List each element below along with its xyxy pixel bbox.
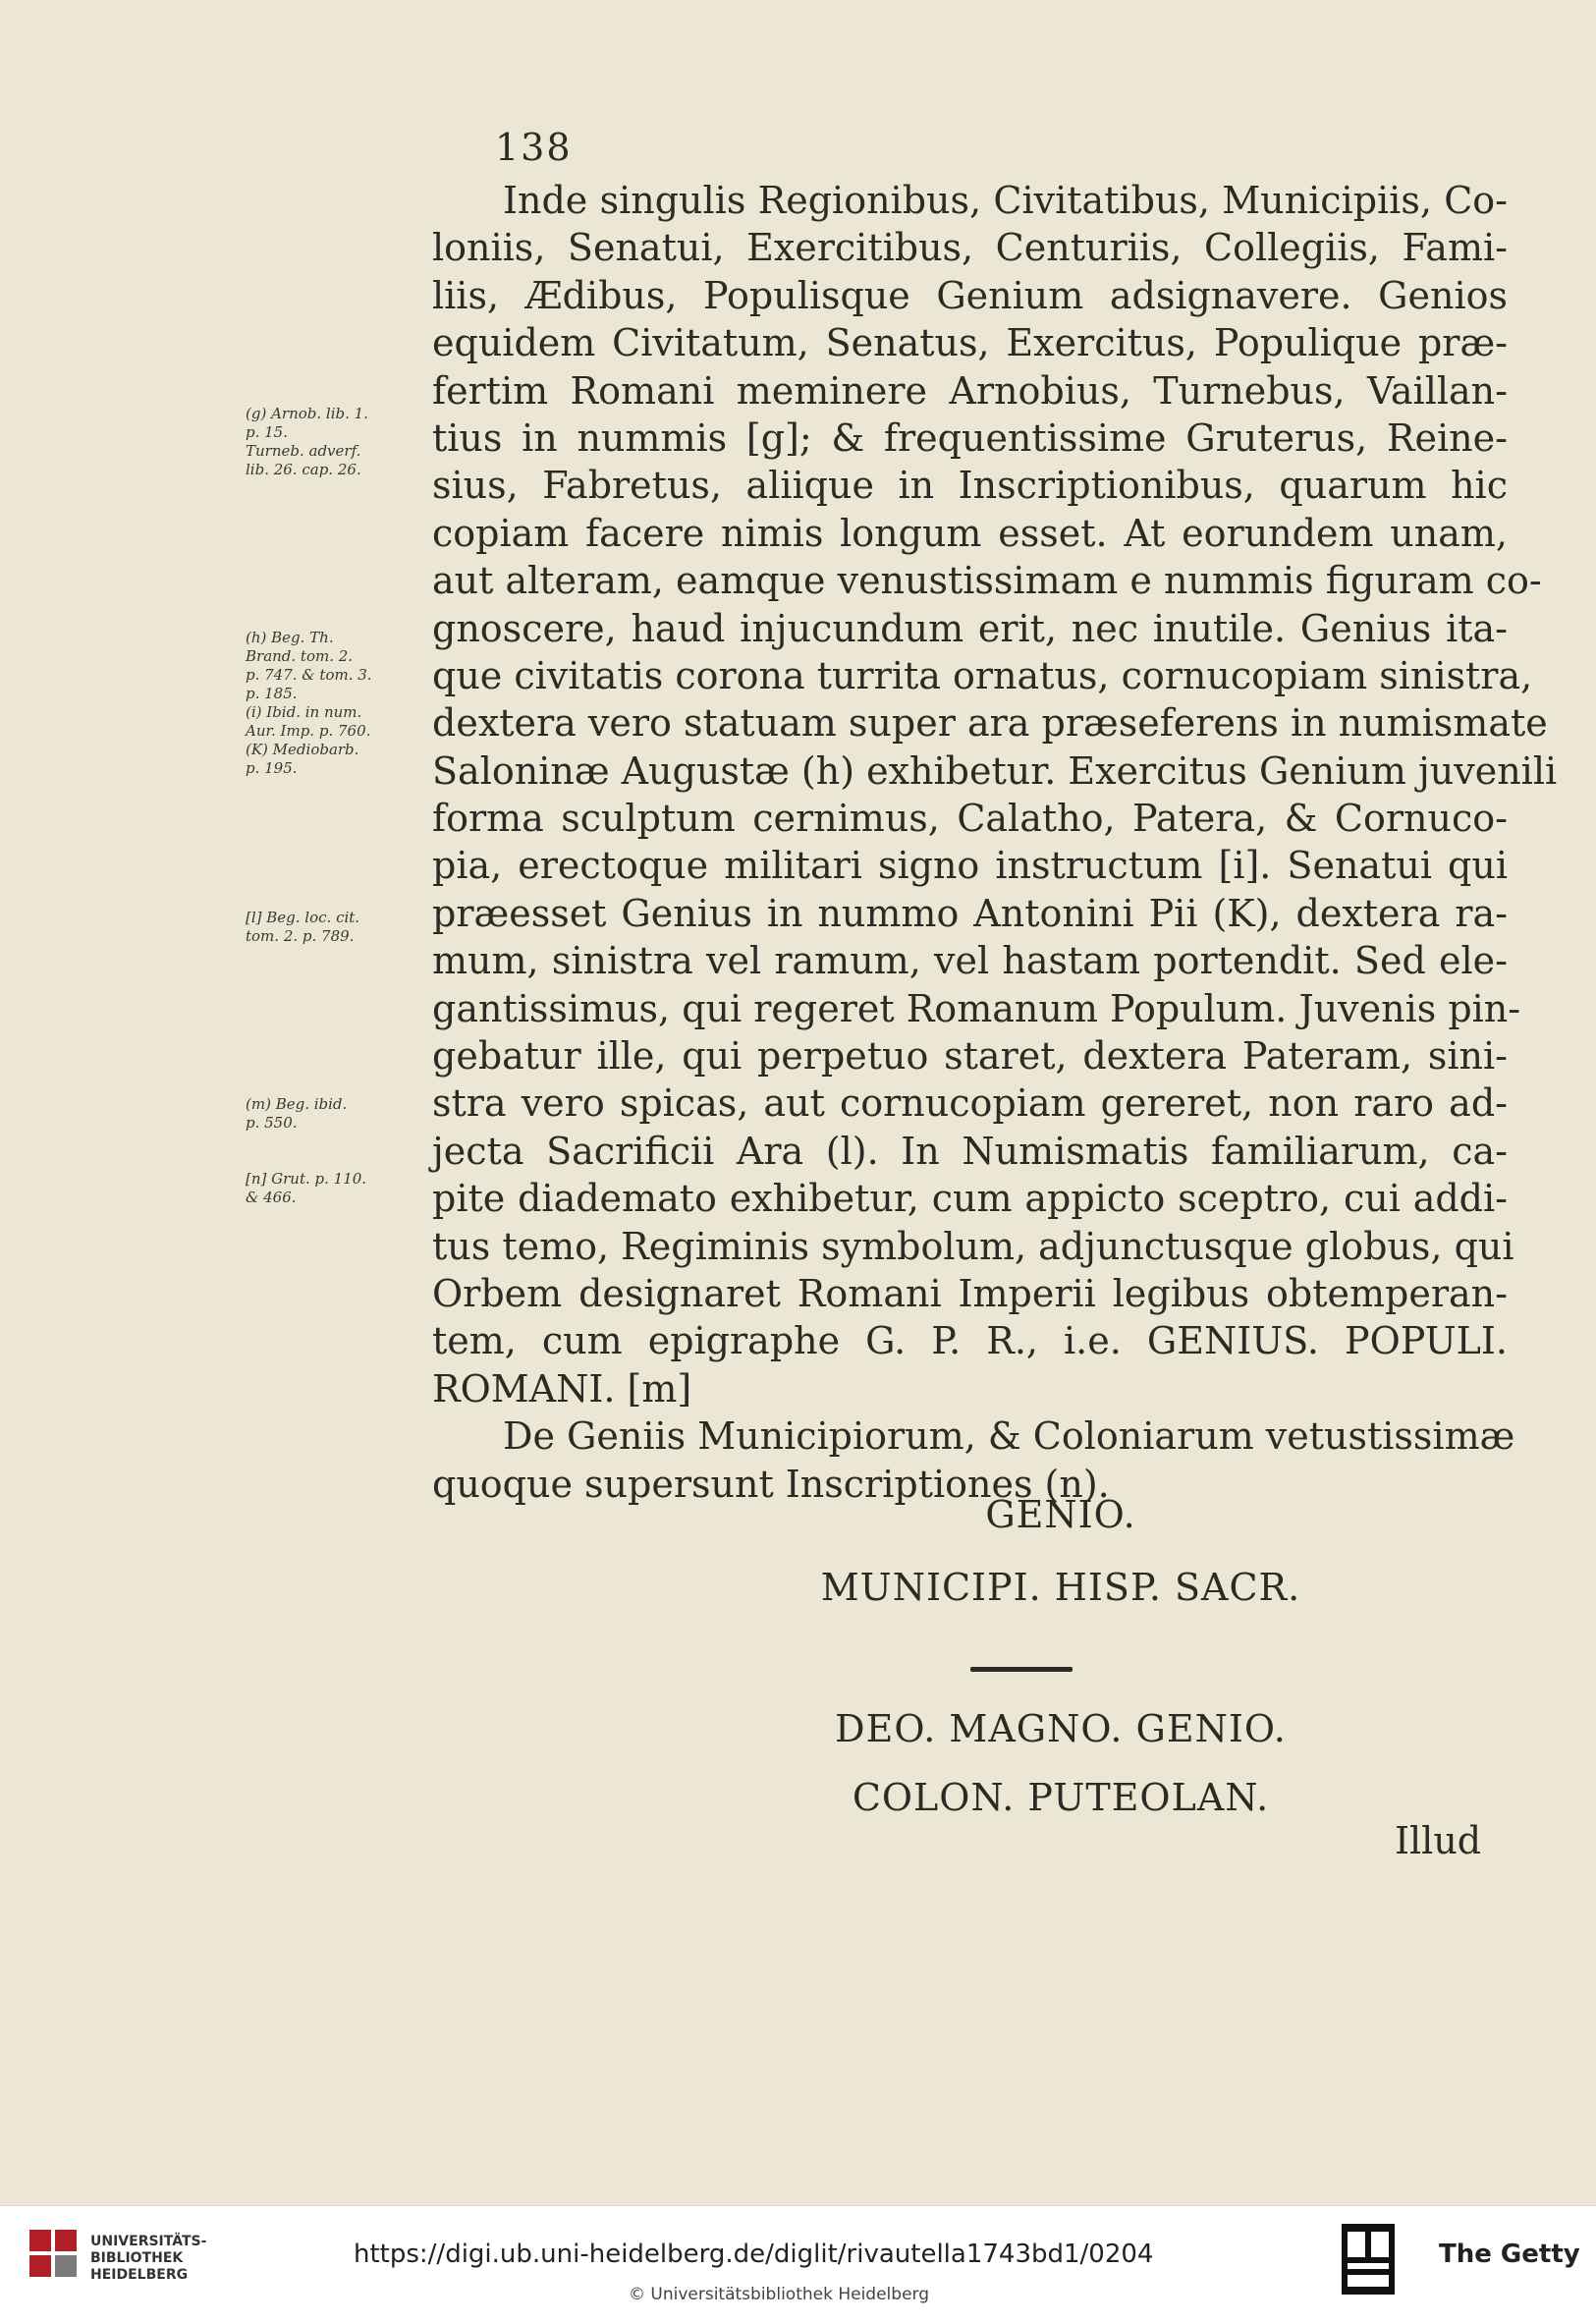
text-line: sius, Fabretus, aliique in Inscriptionibus, quarum hic [432, 464, 1508, 508]
margin-note-line [246, 834, 432, 853]
text-line: ROMANI. [m] [432, 1366, 692, 1411]
text-line: dextera vero statuam super ara præseferens in numismate [432, 701, 1548, 746]
margin-note-line [246, 983, 432, 1002]
margin-note-line [246, 591, 432, 610]
margin-note-line: lib. 26. cap. 26. [246, 461, 361, 478]
margin-note-line [246, 573, 432, 591]
text-line: forma sculptum cernimus, Calatho, Patera, & Cornuco- [432, 797, 1508, 841]
university-library-name [90, 2234, 206, 2284]
getty-logo-icon [1342, 2224, 1395, 2295]
margin-notes [246, 405, 432, 1207]
getty-name: The Getty [1439, 2240, 1580, 2269]
text-line: tius in nummis [g]; & frequentissime Gruterus, Reine- [432, 415, 1508, 460]
text-line: stra vero spicas, aut cornucopiam gereret, non raro ad- [432, 1081, 1508, 1126]
margin-note-line: [l] Beg. loc. cit. [246, 909, 360, 926]
margin-note-line: (g) Arnob. lib. 1. [246, 405, 368, 422]
margin-note-line [246, 479, 432, 498]
catchword: Illud [1395, 1819, 1482, 1862]
text-line: quoque supersunt Inscriptiones (n). [432, 1462, 1110, 1506]
margin-note-line: p. 185. [246, 685, 298, 702]
library-name-line: HEIDELBERG [90, 2267, 189, 2283]
text-line: mum, sinistra vel ramum, vel hastam portendit. Sed ele- [432, 939, 1508, 983]
margin-note-line [246, 871, 432, 890]
margin-note-line [246, 517, 432, 535]
text-line: Inde singulis Regionibus, Civitatibus, Municipiis, Co- [503, 179, 1508, 222]
library-name-line: BIBLIOTHEK [90, 2250, 184, 2266]
page-number: 138 [495, 126, 573, 169]
text-line: Orbem designaret Romani Imperii legibus obtemperan- [432, 1271, 1508, 1315]
margin-note-line: p. 15. [246, 423, 288, 441]
inscription-line: DEO. MAGNO. GENIO. [835, 1707, 1287, 1750]
margin-note-line [246, 965, 432, 983]
copyright-notice: © Universitätsbibliothek Heidelberg [629, 2285, 930, 2304]
margin-note-line: (m) Beg. ibid. [246, 1095, 348, 1113]
margin-note-line [246, 853, 432, 871]
text-line: equidem Civitatum, Senatus, Exercitus, Populique præ- [432, 321, 1508, 365]
inscription-line: COLON. PUTEOLAN. [852, 1776, 1270, 1819]
text-line: præesset Genius in nummo Antonini Pii (K), dextera ra- [432, 891, 1508, 935]
text-line: tem, cum epigraphe G. P. R., i.e. GENIUS. POPULI. [432, 1319, 1508, 1363]
text-line: copiam facere nimis longum esset. At eorundem unam, [432, 511, 1508, 555]
university-library-logo-icon [28, 2228, 79, 2279]
body-text [432, 177, 1558, 1508]
margin-note-line: tom. 2. p. 789. [246, 927, 355, 945]
margin-note-line: Aur. Imp. p. 760. [246, 722, 371, 740]
margin-note-line [246, 610, 432, 629]
margin-note-line: p. 747. & tom. 3. [246, 666, 372, 684]
text-line: que civitatis corona turrita ornatus, cornucopiam sinistra, [432, 653, 1533, 697]
text-line: loniis, Senatui, Exercitibus, Centuriis, Collegiis, Fami- [432, 226, 1508, 270]
margin-note-line [246, 1021, 432, 1039]
margin-note-line: (h) Beg. Th. [246, 629, 334, 646]
margin-note-line: (K) Mediobarb. [246, 741, 359, 758]
text-line: fertim Romani meminere Arnobius, Turnebus, Vaillan- [432, 368, 1508, 413]
margin-note-line: p. 195. [246, 759, 298, 777]
margin-note-line [246, 1039, 432, 1058]
margin-note-line [246, 1002, 432, 1021]
inscription-line: GENIO. [985, 1493, 1136, 1536]
margin-note-line: & 466. [246, 1189, 297, 1206]
text-line: tus temo, Regiminis symbolum, adjunctusque globus, qui [432, 1224, 1514, 1268]
margin-note-line: (i) Ibid. in num. [246, 703, 362, 721]
text-line: gantissimus, qui regeret Romanum Populum. Juvenis pin- [432, 986, 1521, 1030]
text-line: liis, Ædibus, Populisque Genium adsignavere. Genios [432, 273, 1508, 317]
viewer-footer [0, 2205, 1596, 2324]
permalink-url[interactable]: https://digi.ub.uni-heidelberg.de/diglit/rivautella1743bd1/0204 [354, 2240, 1154, 2269]
margin-note-line: Brand. tom. 2. [246, 647, 354, 665]
margin-note-line: [n] Grut. p. 110. [246, 1170, 367, 1188]
margin-note-line: p. 550. [246, 1114, 298, 1132]
text-line: De Geniis Municipiorum, & Coloniarum vetustissimæ [503, 1414, 1515, 1459]
margin-note-line [246, 815, 432, 834]
margin-note-line [246, 554, 432, 573]
margin-note-line [246, 1133, 432, 1151]
margin-note-line [246, 797, 432, 815]
margin-note-line [246, 946, 432, 965]
margin-note-line [246, 1077, 432, 1095]
text-line: jecta Sacrificii Ara (l). In Numismatis familiarum, ca- [432, 1129, 1508, 1173]
inscription-line: MUNICIPI. HISP. SACR. [820, 1566, 1301, 1609]
margin-note-line [246, 1151, 432, 1170]
text-line: pite diademato exhibetur, cum appicto sceptro, cui addi- [432, 1177, 1508, 1221]
library-name-line: UNIVERSITÄTS- [90, 2234, 207, 2249]
text-line: gebatur ille, qui perpetuo staret, dextera Pateram, sini- [432, 1034, 1508, 1079]
margin-note-lines [246, 405, 432, 1207]
margin-note-line [246, 1058, 432, 1077]
text-line: Saloninæ Augustæ (h) exhibetur. Exercitus Genium juvenili [432, 748, 1558, 793]
margin-note-line [246, 498, 432, 517]
section-divider [970, 1667, 1073, 1672]
text-line: aut alteram, eamque venustissimam e nummis figuram co- [432, 559, 1542, 603]
margin-note-line [246, 535, 432, 554]
margin-note-line: Turneb. adverf. [246, 442, 361, 460]
text-line: pia, erectoque militari signo instructum [i]. Senatui qui [432, 844, 1508, 888]
margin-note-line [246, 778, 432, 797]
text-line: gnoscere, haud injucundum erit, nec inutile. Genius ita- [432, 606, 1508, 650]
margin-note-line [246, 890, 432, 909]
